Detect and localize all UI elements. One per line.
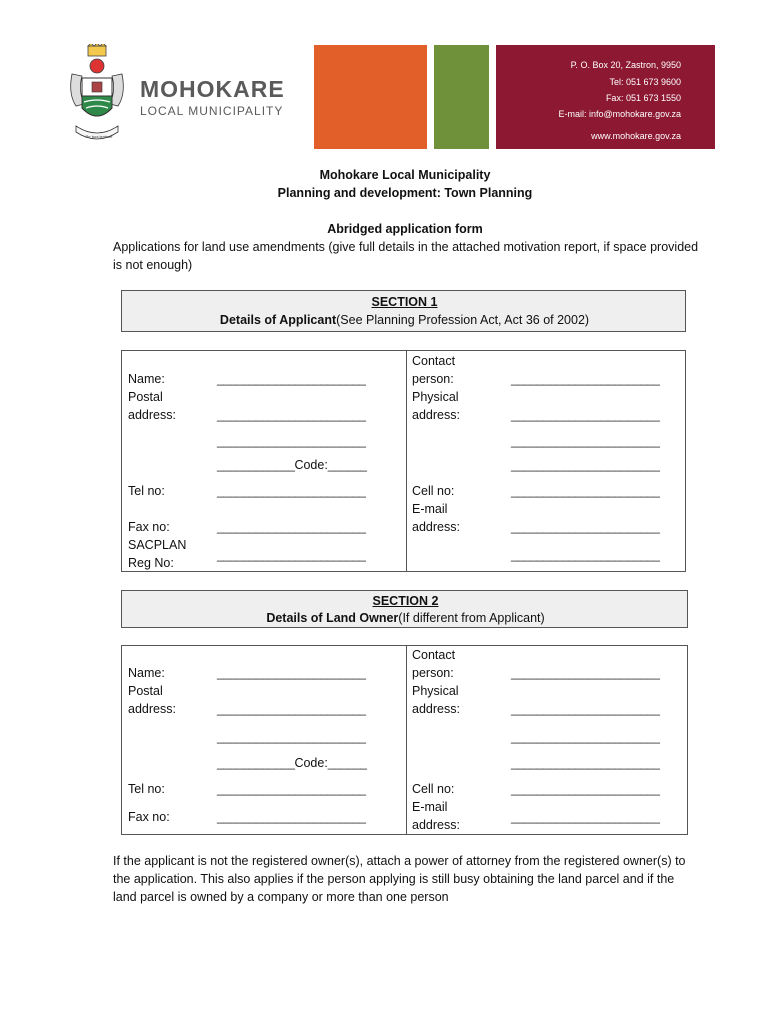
section2-subtitle-bold: Details of Land Owner	[266, 611, 399, 625]
s1-postal-field-1[interactable]: _______________________	[217, 408, 366, 422]
section2-header	[121, 590, 688, 628]
s1-label-fax: Fax no:	[128, 520, 170, 534]
s1-postal-field-2[interactable]: _______________________	[217, 434, 366, 448]
title-municipality: Mohokare Local Municipality	[319, 168, 491, 182]
s2-postal-field-1[interactable]: _______________________	[217, 702, 366, 716]
s1-extra-field[interactable]: _______________________	[511, 548, 660, 562]
s1-label-postal-2: address:	[128, 408, 176, 422]
s2-label-fax: Fax no:	[128, 810, 170, 824]
contact-website[interactable]: www.mohokare.gov.za	[591, 131, 681, 141]
s1-name-field[interactable]: _______________________	[217, 372, 366, 386]
section1-heading: SECTION 1	[371, 295, 438, 309]
s2-label-physical: Physical	[412, 684, 459, 698]
section2-subtitle	[122, 609, 689, 627]
section1-subtitle-bold: Details of Applicant	[219, 313, 337, 327]
s1-label-contact: Contact	[412, 354, 456, 368]
s1-label-postal: Postal	[128, 390, 163, 404]
s2-postal-field-3[interactable]: ____________Code:______	[217, 756, 367, 770]
s2-fax-field[interactable]: _______________________	[217, 810, 366, 824]
section2-divider	[406, 645, 407, 835]
s1-label-physical-2: address:	[412, 408, 460, 422]
section2-heading: SECTION 2	[372, 594, 439, 608]
section1-subtitle	[122, 311, 687, 329]
s2-physical-field-1[interactable]: _______________________	[511, 702, 660, 716]
intro-text: Applications for land use amendments (give full details in the attached motivation report, if space provided	[113, 240, 699, 254]
s2-label-tel: Tel no:	[128, 782, 165, 796]
s1-fax-field[interactable]: _______________________	[217, 520, 366, 534]
crest-motto: Re bua lentsoe	[85, 134, 113, 139]
s1-label-email-2: address:	[412, 520, 460, 534]
s2-postal-field-2[interactable]: _______________________	[217, 730, 366, 744]
section1-subtitle-rest: (See Planning Profession Act, Act 36 of 2002)	[336, 313, 590, 327]
s2-label-name: Name:	[128, 666, 165, 680]
s1-sacplan-field[interactable]: _______________________	[217, 548, 366, 562]
header-green-block	[434, 45, 489, 149]
s2-label-code: Code:	[294, 756, 328, 770]
contact-tel: Tel: 051 673 9600	[609, 77, 681, 87]
s1-label-sacplan-2: Reg No:	[128, 556, 174, 570]
s1-cell-field[interactable]: _______________________	[511, 484, 660, 498]
s2-contact-field[interactable]: _______________________	[511, 666, 660, 680]
brand-subtitle: LOCAL MUNICIPALITY	[140, 104, 284, 118]
s2-label-postal-2: address:	[128, 702, 176, 716]
s1-physical-field-2[interactable]: _______________________	[511, 434, 660, 448]
section2-subtitle-rest: (If different from Applicant)	[398, 611, 545, 625]
header-orange-block	[314, 45, 427, 149]
s1-tel-field[interactable]: _______________________	[217, 484, 366, 498]
s2-label-email-2: address:	[412, 818, 460, 832]
s2-label-contact-2: person:	[412, 666, 454, 680]
note-line-3: land parcel is owned by a company or more than one person	[113, 890, 449, 904]
note-line-2: the application. This also applies if the person applying is still busy obtaining the land parcel and if the	[113, 872, 675, 886]
note-line-1: If the applicant is not the registered owner(s), attach a power of attorney from the registered owner(s) to	[113, 854, 686, 868]
s1-label-physical: Physical	[412, 390, 459, 404]
form-name: Abridged application form	[327, 222, 483, 236]
contact-email[interactable]: E-mail: info@mohokare.gov.za	[558, 109, 681, 119]
section1-header	[121, 290, 686, 332]
s1-label-contact-2: person:	[412, 372, 454, 386]
s1-email-field[interactable]: _______________________	[511, 520, 660, 534]
s1-label-tel: Tel no:	[128, 484, 165, 498]
header-contact-panel	[496, 45, 715, 149]
s1-label-code: Code:	[294, 458, 328, 472]
s1-label-cell: Cell no:	[412, 484, 455, 498]
title-department: Planning and development: Town Planning	[277, 186, 533, 200]
intro-text-cont: is not enough)	[113, 258, 193, 272]
s2-label-email: E-mail	[412, 800, 448, 814]
s2-label-physical-2: address:	[412, 702, 460, 716]
s2-label-cell: Cell no:	[412, 782, 455, 796]
contact-po-box: P. O. Box 20, Zastron, 9950	[570, 60, 681, 70]
s1-physical-field-3[interactable]: _______________________	[511, 458, 660, 472]
s2-tel-field[interactable]: _______________________	[217, 782, 366, 796]
s2-cell-field[interactable]: _______________________	[511, 782, 660, 796]
s1-postal-field-3[interactable]: ____________Code:______	[217, 458, 367, 472]
s2-name-field[interactable]: _______________________	[217, 666, 366, 680]
s2-email-field[interactable]: _______________________	[511, 810, 660, 824]
s1-code-field[interactable]: ______	[327, 458, 367, 472]
contact-fax: Fax: 051 673 1550	[605, 93, 681, 103]
s1-label-email: E-mail	[412, 502, 448, 516]
s2-label-contact: Contact	[412, 648, 456, 662]
s1-contact-field[interactable]: _______________________	[511, 372, 660, 386]
s2-physical-field-2[interactable]: _______________________	[511, 730, 660, 744]
section1-divider	[406, 350, 407, 572]
s2-code-field[interactable]: ______	[327, 756, 367, 770]
s2-label-postal: Postal	[128, 684, 163, 698]
brand-name: MOHOKARE	[140, 76, 285, 102]
s1-physical-field-1[interactable]: _______________________	[511, 408, 660, 422]
s1-label-name: Name:	[128, 372, 165, 386]
s1-label-sacplan: SACPLAN	[128, 538, 187, 552]
s2-physical-field-3[interactable]: _______________________	[511, 756, 660, 770]
